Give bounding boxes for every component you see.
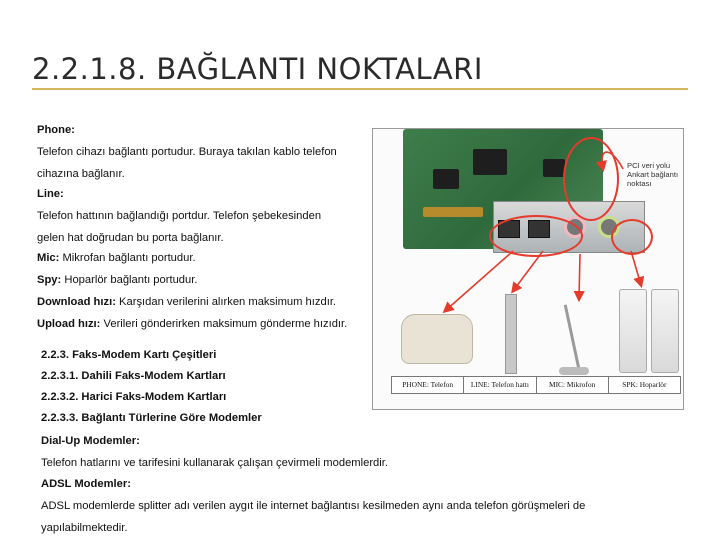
adsl-description-line1: ADSL modemlerde splitter adı verilen aygıt ile internet bağlantısı kesilmeden aynı anda telefon görüşmeleri de (41, 500, 586, 512)
spy-row (37, 273, 197, 287)
adsl-label: ADSL Modemler: (41, 478, 131, 490)
caption-line: LINE: Telefon hattı (464, 377, 536, 393)
speaker-left-image (619, 289, 647, 373)
dialup-description: Telefon hatlarını ve tarifesini kullanarak çalışan çevirmeli modemlerdir. (41, 457, 388, 469)
line-description-line2: gelen hat doğrudan bu porta bağlanır. (37, 232, 224, 244)
line-description-line1: Telefon hattının bağlandığı portdur. Telefon şebekesinden (37, 210, 322, 222)
download-description: Karşıdan verilerini alırken maksimum hızdır. (115, 296, 337, 308)
pci-bus-label: PCI veri yolu Ankart bağlantı noktası (627, 161, 679, 188)
adsl-description-line2: yapılabilmektedir. (41, 522, 128, 534)
spy-label: Spy: (37, 274, 62, 286)
heading-faks-modem-cesitleri: 2.2.3. Faks-Modem Kartı Çeşitleri (41, 349, 217, 361)
upload-row (37, 317, 347, 331)
caption-phone: PHONE: Telefon (392, 377, 464, 393)
mic-label: Mic: (37, 252, 60, 264)
download-label: Download hızı: (37, 296, 116, 308)
modem-card-figure (372, 128, 684, 410)
microphone-base (559, 367, 589, 375)
heading-harici: 2.2.3.2. Harici Faks-Modem Kartları (41, 391, 227, 403)
title-underline (32, 88, 688, 90)
page-title: 2.2.1.8. BAĞLANTI NOKTALARI (32, 52, 483, 86)
download-row (37, 295, 336, 309)
phone-label: Phone: (37, 124, 75, 136)
phone-cable-image (505, 294, 517, 374)
heading-baglanti-turleri: 2.2.3.3. Bağlantı Türlerine Göre Modemler (41, 412, 262, 424)
spy-description: Hoparlör bağlantı portudur. (61, 274, 198, 286)
heading-dahili: 2.2.3.1. Dahili Faks-Modem Kartları (41, 370, 226, 382)
dialup-label: Dial-Up Modemler: (41, 435, 140, 447)
figure-caption-bar (391, 376, 681, 394)
mic-description: Mikrofan bağlantı portudur. (59, 252, 196, 264)
caption-mic: MIC: Mikrofon (537, 377, 609, 393)
phone-description-line1: Telefon cihazı bağlantı portudur. Buraya takılan kablo telefon (37, 146, 337, 158)
phone-description-line2: cihazına bağlanır. (37, 168, 125, 180)
telephone-image (401, 314, 473, 364)
speaker-right-image (651, 289, 679, 373)
caption-speaker: SPK: Hoparlör (622, 380, 667, 389)
line-label: Line: (37, 188, 64, 200)
upload-description: Verileri gönderirken maksimum gönderme hızıdır. (100, 318, 348, 330)
upload-label: Upload hızı: (37, 318, 101, 330)
mic-row (37, 251, 196, 265)
